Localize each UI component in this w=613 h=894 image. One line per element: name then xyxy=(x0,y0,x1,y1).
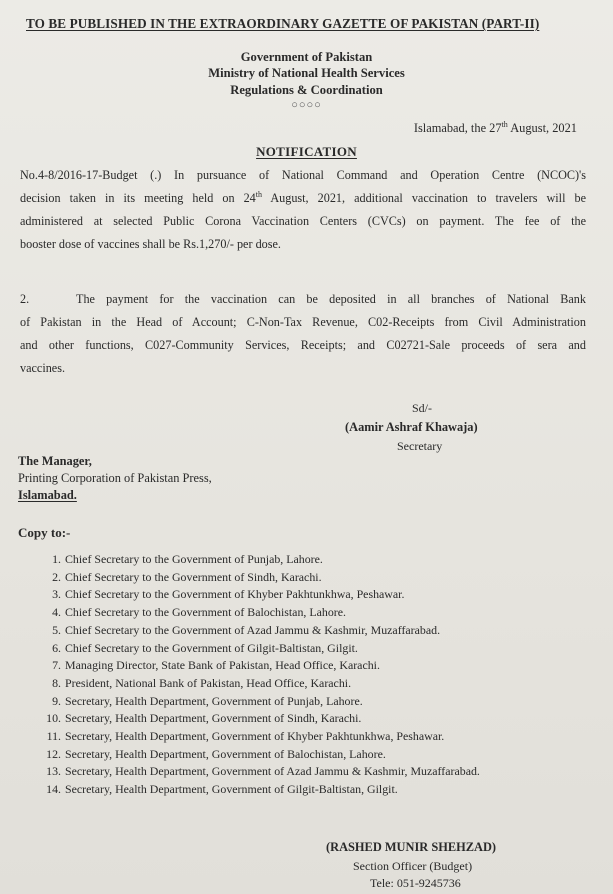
signatory-title: Secretary xyxy=(397,439,443,453)
list-item-number: 3. xyxy=(52,587,61,602)
date-prefix: Islamabad, the 27 xyxy=(413,121,502,135)
addressee-line-1: The Manager, xyxy=(18,454,92,468)
p2-l1-text: The payment for the vaccination can be deposited in all branches of National Bank xyxy=(76,292,586,306)
list-item xyxy=(37,675,480,693)
list-item-number: 13. xyxy=(46,764,61,779)
list-item-text: Chief Secretary to the Government of Balochistan, Lahore. xyxy=(65,605,346,620)
list-item xyxy=(37,586,480,604)
government-name: Government of Pakistan xyxy=(240,50,373,64)
list-item xyxy=(37,640,480,658)
list-item-text: Chief Secretary to the Government of Punjab, Lahore. xyxy=(65,552,323,566)
paragraph-1-line-4: booster dose of vaccines shall be Rs.1,270/- per dose. xyxy=(20,237,281,251)
paragraph-2-line-2: of Pakistan in the Head of Account; C-Non-Tax Revenue, C02-Receipts from Civil Administration xyxy=(20,315,586,329)
officer-telephone: Tele: 051-9245736 xyxy=(370,876,461,890)
list-item-number: 14. xyxy=(46,782,61,797)
list-item-number: 8. xyxy=(52,675,61,690)
list-item xyxy=(37,657,480,675)
list-item-text: Secretary, Health Department, Government of Khyber Pakhtunkhwa, Peshawar. xyxy=(65,729,445,744)
list-item-text: Secretary, Health Department, Government of Punjab, Lahore. xyxy=(65,693,363,708)
list-item-text: Secretary, Health Department, Government of Balochistan, Lahore. xyxy=(65,746,386,761)
p1-l2-end: August, 2021, additional vaccination to travelers will be xyxy=(262,191,586,205)
list-item-number: 6. xyxy=(52,640,61,655)
paragraph-1-line-3: administered at selected Public Corona Vaccination Centers (CVCs) on payment. The fee of the xyxy=(20,214,586,228)
list-item xyxy=(37,693,480,711)
list-item xyxy=(37,763,480,781)
list-item-number: 5. xyxy=(52,622,61,637)
gazette-heading: TO BE PUBLISHED IN THE EXTRAORDINARY GAZETTE OF PAKISTAN (PART-II) xyxy=(26,16,540,31)
list-item xyxy=(37,569,480,587)
list-item-text: Chief Secretary to the Government of Sindh, Karachi. xyxy=(65,569,322,584)
signature-sd: Sd/- xyxy=(412,401,433,415)
paragraph-2-number: 2. xyxy=(20,292,30,306)
issue-date xyxy=(414,121,577,136)
p1-l2-sup: th xyxy=(255,189,262,199)
list-item-text: Secretary, Health Department, Government of Sindh, Karachi. xyxy=(65,711,362,726)
copy-to-title: Copy to:- xyxy=(18,525,71,540)
p1-l2-start: decision taken in its meeting held on 24 xyxy=(20,191,256,205)
list-item-number: 9. xyxy=(52,693,61,708)
list-item-number: 11. xyxy=(46,729,61,744)
list-item xyxy=(37,622,480,640)
list-item-number: 10. xyxy=(46,711,61,726)
copy-to-list xyxy=(37,551,480,799)
list-item xyxy=(37,551,480,569)
division-name: Regulations & Coordination xyxy=(230,83,383,97)
paragraph-2-line-4: vaccines. xyxy=(20,361,66,375)
addressee-line-2: Printing Corporation of Pakistan Press, xyxy=(18,471,212,485)
ministry-name: Ministry of National Health Services xyxy=(208,66,405,80)
list-item-number: 12. xyxy=(46,746,61,761)
list-item-text: Chief Secretary to the Government of Gilgit-Baltistan, Gilgit. xyxy=(65,640,358,655)
list-item-number: 4. xyxy=(52,605,61,620)
paragraph-1 xyxy=(20,164,586,256)
list-item-number: 1. xyxy=(52,552,61,566)
list-item xyxy=(37,728,480,746)
officer-name: (RASHED MUNIR SHEHZAD) xyxy=(326,840,497,854)
paragraph-2-line-1 xyxy=(20,288,586,311)
officer-title: Section Officer (Budget) xyxy=(353,859,473,873)
list-item xyxy=(37,604,480,622)
list-item xyxy=(37,781,480,799)
list-item-text: Chief Secretary to the Government of Azad Jammu & Kashmir, Muzaffarabad. xyxy=(65,622,441,637)
list-item-number: 2. xyxy=(52,569,61,584)
list-item xyxy=(37,710,480,728)
paragraph-2-line-3: and other functions, C027-Community Services, Receipts; and C02721-Sale proceeds of sera and xyxy=(20,338,586,352)
signatory-name: (Aamir Ashraf Khawaja) xyxy=(345,420,478,434)
ornament-divider: ○○○○ xyxy=(291,99,322,111)
date-suffix: th xyxy=(501,119,508,129)
notification-title: NOTIFICATION xyxy=(256,144,357,159)
list-item xyxy=(37,746,480,764)
list-item-text: Managing Director, State Bank of Pakistan, Head Office, Karachi. xyxy=(65,658,380,673)
list-item-text: President, National Bank of Pakistan, Head Office, Karachi. xyxy=(65,675,352,690)
addressee-line-3: Islamabad. xyxy=(18,488,77,502)
list-item-number: 7. xyxy=(52,658,61,673)
paragraph-1-line-1: No.4-8/2016-17-Budget (.) In pursuance of National Command and Operation Centre (NCOC)'s xyxy=(20,168,586,182)
list-item-text: Chief Secretary to the Government of Khyber Pakhtunkhwa, Peshawar. xyxy=(65,587,405,602)
date-rest: August, 2021 xyxy=(507,121,577,135)
list-item-text: Secretary, Health Department, Government of Azad Jammu & Kashmir, Muzaffarabad. xyxy=(65,764,480,779)
list-item-text: Secretary, Health Department, Government of Gilgit-Baltistan, Gilgit. xyxy=(65,782,398,797)
paragraph-2 xyxy=(20,288,586,380)
paragraph-1-line-2 xyxy=(20,187,586,210)
